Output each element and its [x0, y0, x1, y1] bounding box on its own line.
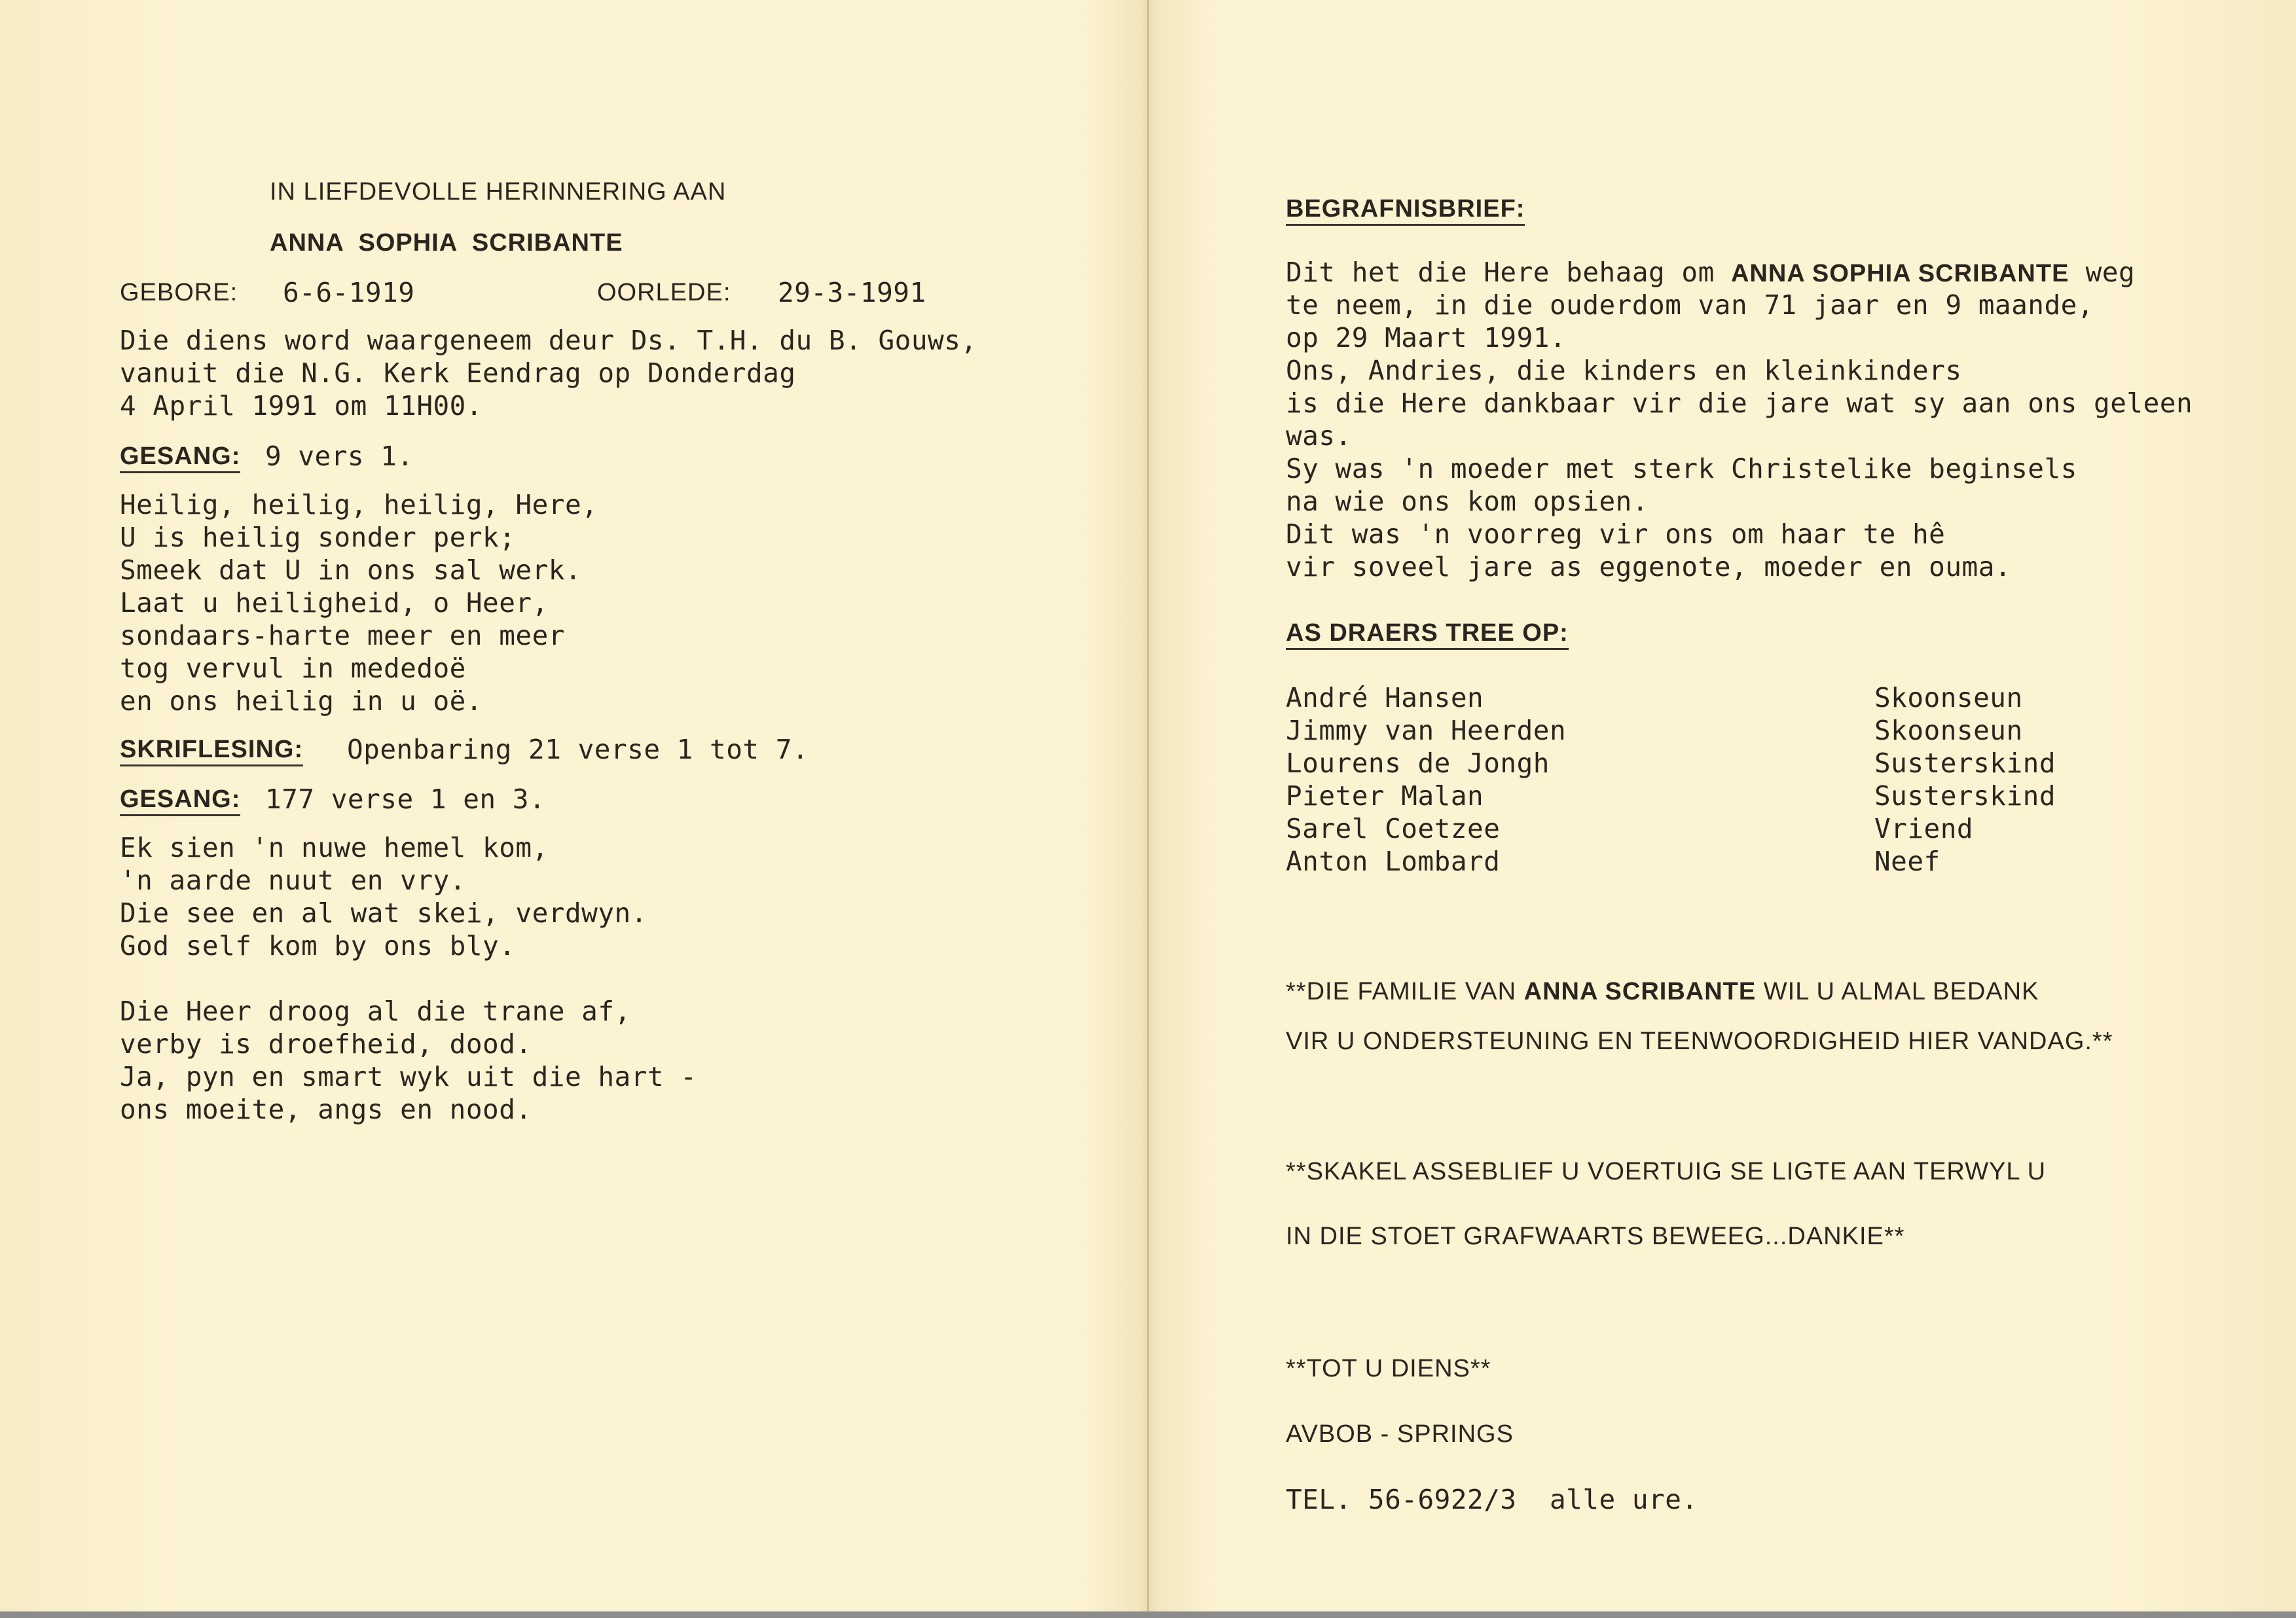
bearer-relation: Vriend: [1874, 813, 1974, 844]
funeral-company: AVBOB - SPRINGS: [1286, 1420, 1514, 1448]
thanks-pre: **DIE FAMILIE VAN: [1286, 978, 1524, 1005]
thanks-line: [1286, 975, 2039, 1008]
bearer-relation: Skoonseun: [1874, 715, 2023, 746]
letter-line-post: weg: [2069, 257, 2136, 288]
company-phone: TEL. 56-6922/3 alle ure.: [1286, 1484, 1698, 1515]
letter-line: Sy was 'n moeder met sterk Christelike beginsels: [1286, 453, 2077, 484]
letter-heading: BEGRAFNISBRIEF:: [1286, 195, 1525, 226]
bearers-heading: AS DRAERS TREE OP:: [1286, 619, 1569, 650]
bearer-relation: Susterskind: [1874, 780, 2056, 812]
letter-line: na wie ons kom opsien.: [1286, 486, 1649, 517]
gesang1-text: 9 vers 1.: [265, 440, 414, 472]
letter-line: vir soveel jare as eggenote, moeder en ouma.: [1286, 551, 2012, 583]
hymn-line: en ons heilig in u oë.: [120, 685, 483, 717]
gesang1-label: GESANG:: [120, 442, 240, 473]
reading-text: Openbaring 21 verse 1 tot 7.: [347, 734, 809, 765]
hymn-line: tog vervul in mededoë: [120, 653, 466, 684]
letter-line-pre: Dit het die Here behaag om: [1286, 257, 1731, 288]
service-line: vanuit die N.G. Kerk Eendrag op Donderdag: [120, 357, 796, 389]
bearer-relation: Susterskind: [1874, 747, 2056, 779]
gesang1-label-wrap: [120, 440, 240, 473]
hymn-line: Ek sien 'n nuwe hemel kom,: [120, 832, 549, 863]
hymn-line: 'n aarde nuut en vry.: [120, 865, 466, 896]
service-line: 4 April 1991 om 11H00.: [120, 390, 483, 422]
letter-heading-wrap: [1286, 192, 1525, 225]
reading-label: SKRIFLESING:: [120, 736, 303, 766]
bearer-name: Anton Lombard: [1286, 846, 1501, 877]
bearers-heading-wrap: [1286, 617, 1569, 649]
hymn-line: Die see en al wat skei, verdwyn.: [120, 897, 647, 929]
letter-line: Dit was 'n voorreg vir ons om haar te hê: [1286, 518, 1946, 550]
thanks-line: VIR U ONDERSTEUNING EN TEENWOORDIGHEID HIER VANDAG.**: [1286, 1028, 2113, 1055]
memorial-heading: IN LIEFDEVOLLE HERINNERING AAN: [270, 178, 727, 206]
hymn-line: sondaars-harte meer en meer: [120, 620, 565, 651]
deceased-name: ANNA SOPHIA SCRIBANTE: [270, 229, 623, 257]
hymn-line: Laat u heiligheid, o Heer,: [120, 587, 549, 619]
gesang2-label: GESANG:: [120, 785, 240, 816]
letter-line: [1286, 256, 2135, 290]
service-note: **TOT U DIENS**: [1286, 1355, 1491, 1382]
letter-line: te neem, in die ouderdom van 71 jaar en 9 maande,: [1286, 289, 2094, 321]
hymn-line: ons moeite, angs en nood.: [120, 1094, 532, 1125]
reading-label-wrap: [120, 733, 303, 766]
gesang2-text: 177 verse 1 en 3.: [265, 783, 546, 815]
born-date: 6-6-1919: [283, 277, 415, 308]
died-label: OORLEDE:: [597, 279, 731, 306]
born-label: GEBORE:: [120, 279, 238, 306]
thanks-post: WIL U ALMAL BEDANK: [1756, 978, 2039, 1005]
lights-line: **SKAKEL ASSEBLIEF U VOERTUIG SE LIGTE AAN TERWYL U: [1286, 1158, 2047, 1185]
bearer-relation: Skoonseun: [1874, 682, 2023, 713]
hymn-line: Ja, pyn en smart wyk uit die hart -: [120, 1061, 697, 1092]
page-fold: [1147, 0, 1149, 1618]
hymn-line: Heilig, heilig, heilig, Here,: [120, 489, 598, 520]
letter-line: op 29 Maart 1991.: [1286, 322, 1567, 353]
bearer-name: Jimmy van Heerden: [1286, 715, 1567, 746]
died-date: 29-3-1991: [778, 277, 926, 308]
hymn-line: verby is droefheid, dood.: [120, 1028, 532, 1060]
thanks-deceased-name: ANNA SCRIBANTE: [1523, 978, 1757, 1005]
bearer-name: Pieter Malan: [1286, 780, 1484, 812]
hymn-line: Die Heer droog al die trane af,: [120, 996, 631, 1027]
letter-line: is die Here dankbaar vir die jare wat sy aan ons geleen: [1286, 387, 2193, 419]
hymn-line: Smeek dat U in ons sal werk.: [120, 554, 582, 586]
scan-bottom-edge: [0, 1611, 2296, 1618]
letter-line: was.: [1286, 420, 1352, 452]
lights-line: IN DIE STOET GRAFWAARTS BEWEEG...DANKIE**: [1286, 1223, 1905, 1250]
service-line: Die diens word waargeneem deur Ds. T.H. du B. Gouws,: [120, 325, 977, 356]
bearer-name: André Hansen: [1286, 682, 1484, 713]
gesang2-label-wrap: [120, 783, 240, 816]
hymn-line: U is heilig sonder perk;: [120, 522, 516, 553]
hymn-line: God self kom by ons bly.: [120, 930, 516, 962]
bearer-name: Lourens de Jongh: [1286, 747, 1550, 779]
letter-line: Ons, Andries, die kinders en kleinkinders: [1286, 355, 1962, 386]
bearer-name: Sarel Coetzee: [1286, 813, 1501, 844]
letter-deceased-name: ANNA SOPHIA SCRIBANTE: [1730, 260, 2069, 287]
bearer-relation: Neef: [1874, 846, 1941, 877]
